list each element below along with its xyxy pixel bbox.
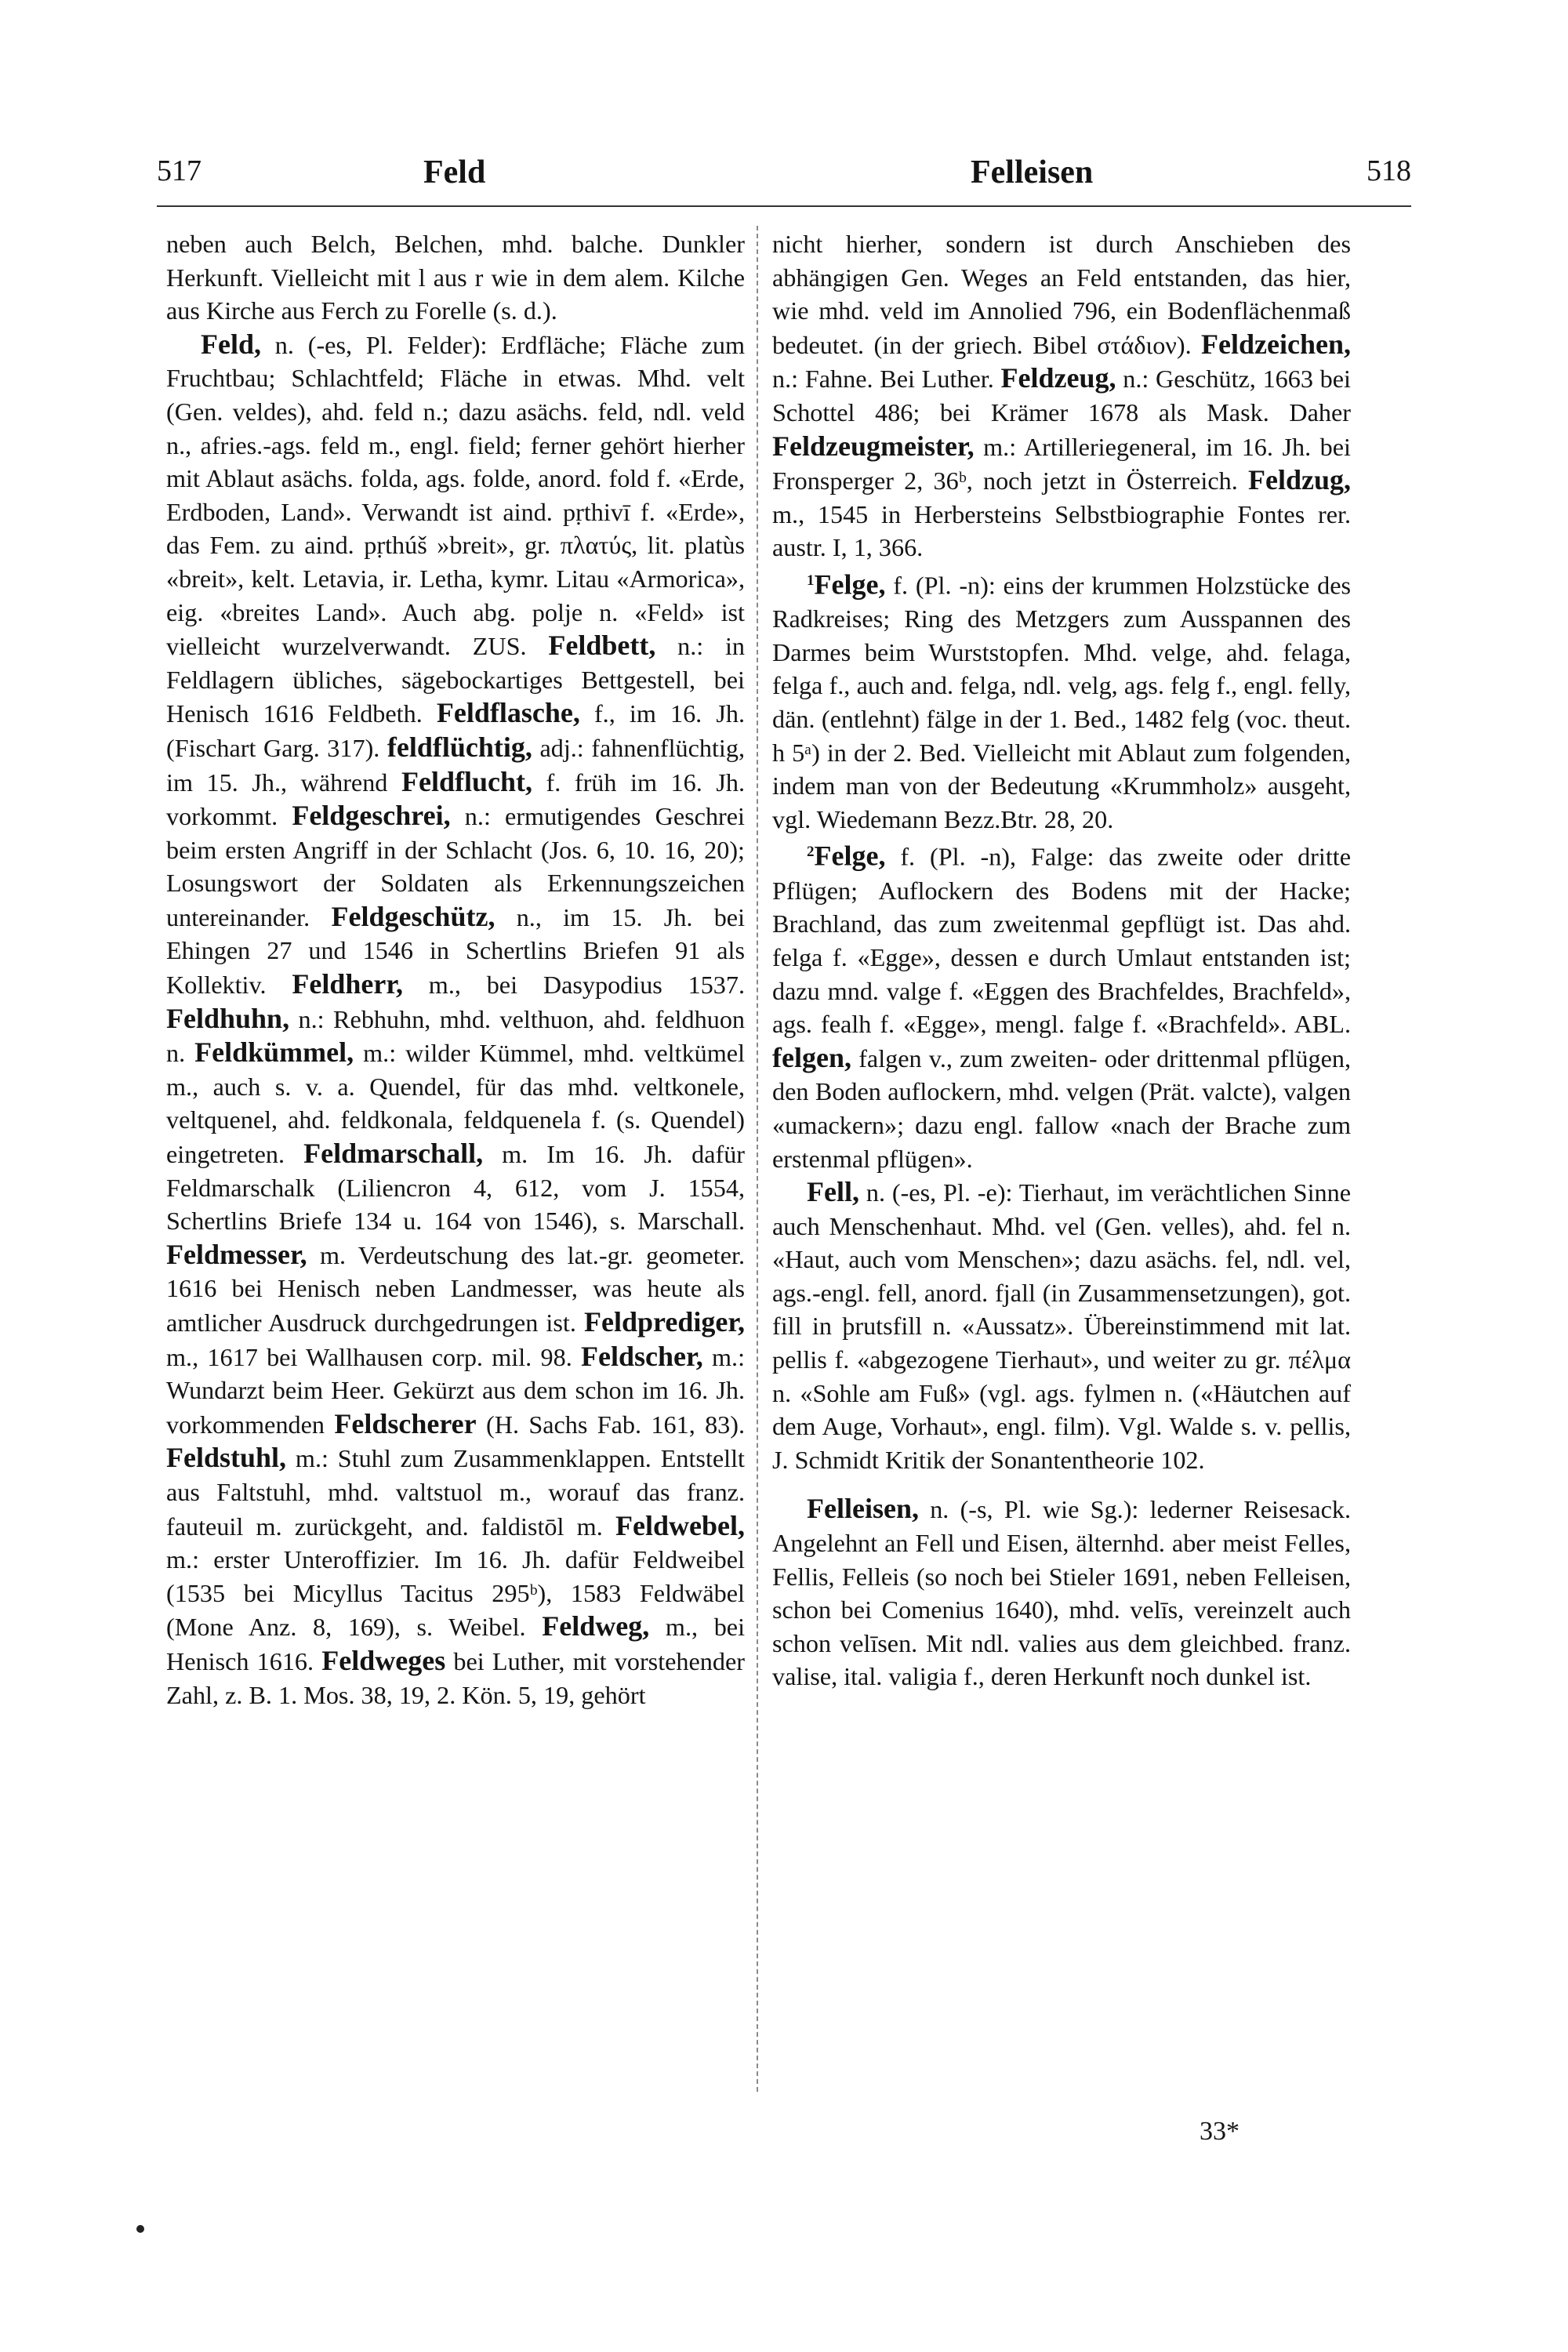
entry-felge-1: $^1$Felge, f. (Pl. -n): eins der krummen Holzstücke des Radkreises; Ring des Metzgers zum Ausspannen des Darmes beim Wurststopfen. Mhd. velge, ahd. felaga, felga f., auch and. felga, ndl. velg, ags. felg f., engl. felly, dän. (entlehnt) fälge in der 1. Bed., 1482 felg (voc. theut. h 5ᵃ) in der 2. Bed. Vielleicht mit Ablaut zum folgenden, indem man von der Bedeutung «Krummholz» ausgeht, vgl. Wiedemann Bezz.Btr. 28, 20. <box>772 568 1352 833</box>
homonym-number: 1 <box>807 572 815 589</box>
running-header <box>157 154 1411 202</box>
headword: Feldflasche, <box>436 697 580 729</box>
headword: Feldgeschrei, <box>292 800 451 832</box>
continuation-text: neben auch Belch, Belchen, mhd. balche. Dunkler Herkunft. Vielleicht mit l aus r wie in dem alem. Kilche aus Kirche aus Ferch zu Forelle (s. d.). <box>166 230 745 325</box>
headword: Feldweges <box>321 1644 446 1676</box>
headword: Feldkümmel, <box>194 1036 354 1069</box>
headword: Fell, <box>807 1176 859 1208</box>
headword: Feldzeichen, <box>1201 328 1351 360</box>
header-rule <box>157 205 1411 207</box>
headword: Felge, <box>814 568 886 601</box>
headword: Feldprediger, <box>584 1306 745 1338</box>
headword: Feldmarschall, <box>303 1138 484 1170</box>
headword: Feldhuhn, <box>166 1002 290 1034</box>
right-catchword: Felleisen <box>971 154 1094 191</box>
headword: Felge, <box>814 840 886 873</box>
headword: Feldstuhl, <box>166 1442 287 1474</box>
headword: felgen, <box>772 1041 851 1073</box>
homonym-number: 2 <box>807 844 815 861</box>
headword: Feldflucht, <box>401 765 532 797</box>
headword: feldflüchtig, <box>387 731 532 763</box>
continuation-text: nicht hierher, sondern ist durch Anschieben des abhängigen Gen. Weges an Feld entstanden, das hier, wie mhd. veld im Annolied 796, ein Bodenflächenmaß bedeutet. (in der griech. Bibel στάδιον). Feldzeichen, n.: Fahne. Bei Luther. Feldzeug, n.: Geschütz, 1663 bei Schottel 486; bei Krämer 1678 als Mask. Daher Feldzeugmeister, m.: Artilleriegeneral, im 16. Jh. bei Fronsperger 2, 36ᵇ, noch jetzt in Österreich. Feldzug, m., 1545 in Herbersteins Selbstbiographie Fontes rer. austr. I, 1, 366. <box>772 230 1352 562</box>
headword: Feldscher, <box>581 1340 703 1372</box>
headword: Feldwebel, <box>615 1509 745 1541</box>
headword: Feldscherer <box>334 1407 477 1439</box>
headword: Feldherr, <box>292 968 403 1000</box>
left-page-number: 517 <box>157 154 201 187</box>
entry-fell: Fell, n. (-es, Pl. -e): Tierhaut, im verächtlichen Sinne auch Menschenhaut. Mhd. vel (Gen. velles), ahd. fel n. «Haut, auch vom Menschen»; dazu asächs. fel, ndl. vel, ags.-engl. fell, anord. fjall (in Zusammensetzungen), got. fill in þrutsfill n. «Aussatz». Übereinstimmend mit lat. pellis f. «abgezogene Tierhaut», und weiter zu gr. πέλμα n. «Sohle am Fuß» (vgl. ags. fylmen n. («Häutchen auf dem Auge, Vorhaut», engl. film). Vgl. Walde s. v. pellis, J. Schmidt Kritik der Sonantentheorie 102. <box>772 1176 1351 1474</box>
headword: Feldmesser, <box>166 1238 307 1270</box>
left-column <box>166 227 745 1711</box>
right-column <box>772 227 1351 1693</box>
headword: Felleisen, <box>807 1493 919 1525</box>
right-page-number: 518 <box>1367 154 1411 187</box>
column-divider <box>757 226 758 2092</box>
entry-felleisen: Felleisen, n. (-s, Pl. wie Sg.): lederner Reisesack. Angelehnt an Fell und Eisen, älternhd. aber meist Felles, Fellis, Felleis (so noch bei Stieler 1691, neben Felleisen, schon bei Comenius 1640), mhd. velīs, vereinzelt auch schon velīsen. Mit ndl. valies aus dem gleichbed. franz. valise, ital. valigia f., deren Herkunft noch dunkel ist. <box>772 1493 1351 1691</box>
entry-felge-2: $^2$Felge, f. (Pl. -n), Falge: das zweite oder dritte Pflügen; Auflockern des Bodens mit der Hacke; Brachland, das zum zweitenmal gepflügt ist. Das ahd. felga f. «Egge», dessen e durch Umlaut entstanden ist; dazu mnd. valge f. «Eggen des Brachfeldes, Brachfeld», ags. fealh f. «Egge», mengl. falge f. «Brachfeld». ABL. felgen, falgen v., zum zweiten- oder drittenmal pflügen, den Boden auflockern, mhd. velgen (Prät. valcte), valgen «umackern»; dazu engl. fallow «nach der Brache zum erstenmal pflügen». <box>772 840 1352 1173</box>
headword: Feldzug, <box>1248 464 1352 496</box>
headword: Feldbett, <box>548 630 656 662</box>
headword: Feldzeugmeister, <box>772 430 975 462</box>
page-dot <box>136 2225 144 2233</box>
signature-mark: 33* <box>1200 2117 1240 2146</box>
headword: Feld, <box>201 328 261 360</box>
headword: Feldgeschütz, <box>331 900 495 932</box>
headword: Feldzeug, <box>1000 362 1116 394</box>
left-catchword: Feld <box>423 154 486 191</box>
headword: Feldweg, <box>542 1610 650 1642</box>
entry-feld: Feld, n. (-es, Pl. Felder): Erdfläche; Fläche zum Fruchtbau; Schlachtfeld; Fläche in etwas. Mhd. velt (Gen. veldes), ahd. feld n.; dazu asächs. feld, ndl. veld n., afries.-ags. feld m., engl. field; ferner gehört hierher mit Ablaut asächs. folda, ags. folde, anord. fold f. «Erde, Erdboden, Land». Verwandt ist aind. pṛthivī f. «Erde», das Fem. zu aind. pṛthúš »breit», gr. πλατύς, lit. platùs «breit», kelt. Letavia, ir. Letha, kymr. Litau «Armorica», eig. «breites Land». Auch abg. polje n. «Feld» ist vielleicht wurzelverwandt. ZUS. Feldbett, n.: in Feldlagern übliches, sägebockartiges Bettgestell, bei Henisch 1616 Feldbeth. Feldflasche, f., im 16. Jh. (Fischart Garg. 317). feldflüchtig, adj.: fahnenflüchtig, im 15. Jh., während Feldflucht, f. früh im 16. Jh. vorkommt. Feldgeschrei, n.: ermutigendes Geschrei beim ersten Angriff in der Schlacht (Jos. 6, 10. 16, 20); Losungswort der Soldaten als Erkennungszeichen untereinander. Feldgeschütz, n., im 15. Jh. bei Ehingen 27 und 1546 in Schertlins Briefen 91 als Kollektiv. Feldherr, m., bei Dasypodius 1537. Feldhuhn, n.: Rebhuhn, mhd. velthuon, ahd. feldhuon n. Feldkümmel, m.: wilder Kümmel, mhd. veltkümel m., auch s. v. a. Quendel, für das mhd. veltkonele, veltquenel, ahd. feldkonala, feldquenela f. (s. Quendel) eingetreten. Feldmarschall, m. Im 16. Jh. dafür Feldmarschalk (Liliencron 4, 612, vom J. 1554, Schertlins Briefe 134 u. 164 von 1546), s. Marschall. Feldmesser, m. Verdeutschung des lat.-gr. geometer. 1616 bei Henisch neben Landmesser, was heute als amtlicher Ausdruck durchgedrungen ist. Feldprediger, m., 1617 bei Wallhausen corp. mil. 98. Feldscher, m.: Wundarzt beim Heer. Gekürzt aus dem schon im 16. Jh. vorkommenden Feldscherer (H. Sachs Fab. 161, 83). Feldstuhl, m.: Stuhl zum Zusammenklappen. Entstellt aus Faltstuhl, mhd. valtstuol m., worauf das franz. fauteuil m. zurückgeht, and. faldistōl m. Feldwebel, m.: erster Unteroffizier. Im 16. Jh. dafür Feldweibel (1535 bei Micyllus Tacitus 295ᵇ), 1583 Feldwäbel (Mone Anz. 8, 169), s. Weibel. Feldweg, m., bei Henisch 1616. Feldweges bei Luther, mit vorstehender Zahl, z. B. 1. Mos. 38, 19, 2. Kön. 5, 19, gehört <box>166 328 746 1709</box>
